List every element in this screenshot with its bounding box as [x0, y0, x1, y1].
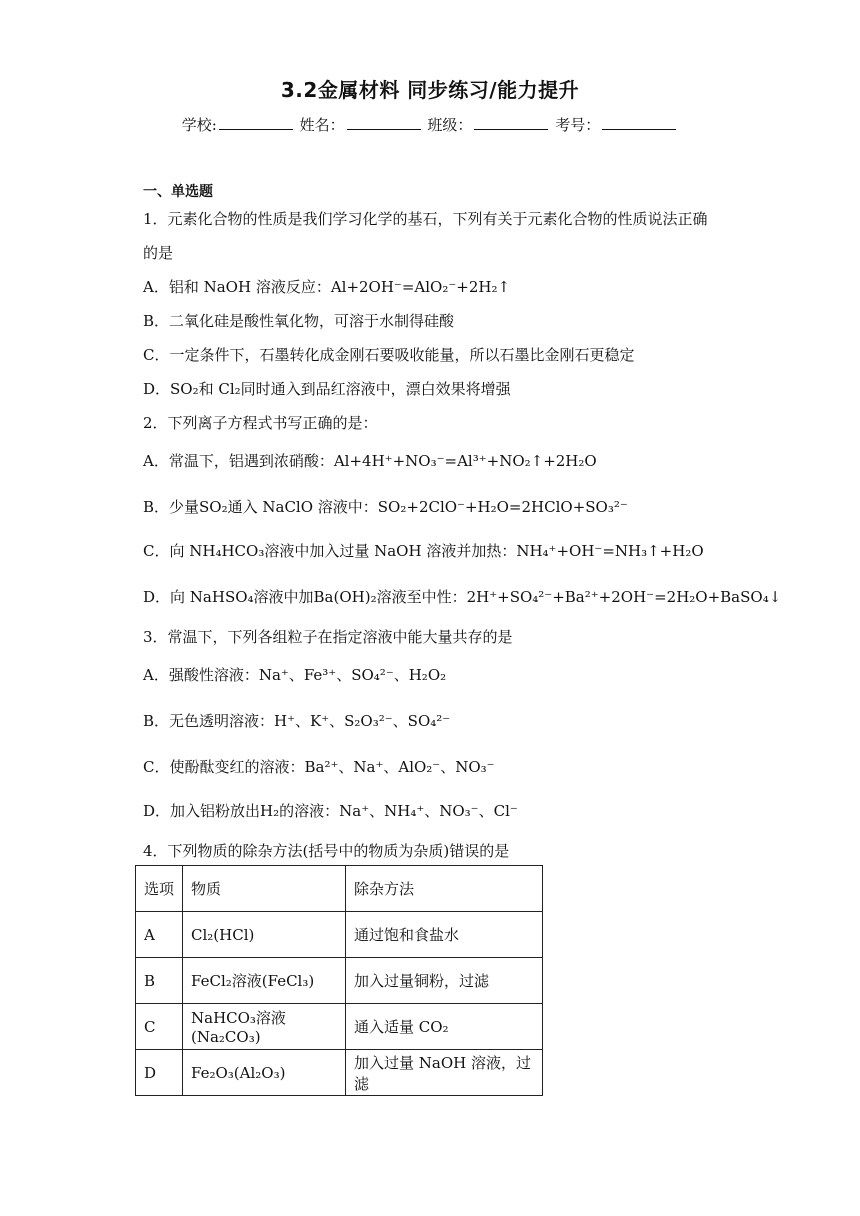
name-blank	[347, 117, 421, 130]
page-title: 3.2金属材料 同步练习/能力提升	[280, 78, 580, 102]
table-cell: D	[136, 1050, 183, 1096]
class-blank	[474, 117, 548, 130]
student-info-line	[0, 114, 860, 135]
school-label: 学校:	[181, 116, 217, 134]
q2-stem: 2．下列离子方程式书写正确的是：	[143, 414, 378, 432]
q1-stem-line1: 1．元素化合物的性质是我们学习化学的基石，下列有关于元素化合物的性质说法正确	[143, 210, 708, 228]
q1-stem-line2: 的是	[143, 244, 174, 262]
exam-number-blank	[602, 117, 676, 130]
table-cell: FeCl₂溶液(FeCl₃)	[183, 958, 346, 1004]
table-cell: A	[136, 912, 183, 958]
q3-option-a: A．强酸性溶液：Na⁺、Fe³⁺、SO₄²⁻、H₂O₂	[143, 666, 447, 684]
table-cell: 加入过量 NaOH 溶液，过滤	[346, 1050, 543, 1096]
table-header-row	[136, 866, 543, 912]
q2-option-a: A．常温下，铝遇到浓硝酸：Al+4H⁺+NO₃⁻=Al³⁺+NO₂↑+2H₂O	[143, 452, 597, 470]
q2-option-b: B．少量SO₂通入 NaClO 溶液中：SO₂+2ClO⁻+H₂O=2HClO+SO₃²⁻	[143, 498, 628, 516]
q1-option-a: A．铝和 NaOH 溶液反应：Al+2OH⁻=AlO₂⁻+2H₂↑	[143, 278, 511, 296]
q3-option-b: B．无色透明溶液：H⁺、K⁺、S₂O₃²⁻、SO₄²⁻	[143, 712, 451, 730]
table-cell: 通过饱和食盐水	[346, 912, 543, 958]
table-row	[136, 912, 543, 958]
table-header-cell: 物质	[183, 866, 346, 912]
name-label: 姓名：	[299, 116, 345, 134]
table-cell: Cl₂(HCl)	[183, 912, 346, 958]
table-cell: B	[136, 958, 183, 1004]
q4-table	[135, 865, 543, 1096]
q3-option-d: D．加入铝粉放出H₂的溶液：Na⁺、NH₄⁺、NO₃⁻、Cl⁻	[143, 802, 518, 820]
q1-option-b: B．二氧化硅是酸性氧化物，可溶于水制得硅酸	[143, 312, 455, 330]
section-heading: 一、单选题	[143, 184, 213, 200]
q2-option-c: C．向 NH₄HCO₃溶液中加入过量 NaOH 溶液并加热：NH₄⁺+OH⁻=NH₃↑+H₂O	[143, 542, 704, 560]
exam-number-label: 考号：	[555, 116, 601, 134]
q2-option-d: D．向 NaHSO₄溶液中加Ba(OH)₂溶液至中性：2H⁺+SO₄²⁻+Ba²⁺+2OH⁻=2H₂O+BaSO₄↓	[143, 588, 782, 606]
q1-option-c: C．一定条件下，石墨转化成金刚石要吸收能量，所以石墨比金刚石更稳定	[143, 346, 635, 364]
q3-option-c: C．使酚酞变红的溶液：Ba²⁺、Na⁺、AlO₂⁻、NO₃⁻	[143, 758, 495, 776]
table-row	[136, 1050, 543, 1096]
q1-option-d: D．SO₂和 Cl₂同时通入到品红溶液中，漂白效果将增强	[143, 380, 511, 398]
table-header-cell: 除杂方法	[346, 866, 543, 912]
table-cell: NaHCO₃溶液(Na₂CO₃)	[183, 1004, 346, 1050]
school-blank	[219, 117, 293, 130]
table-cell: C	[136, 1004, 183, 1050]
table-cell: Fe₂O₃(Al₂O₃)	[183, 1050, 346, 1096]
table-row	[136, 958, 543, 1004]
table-header-cell: 选项	[136, 866, 183, 912]
table-cell: 通入适量 CO₂	[346, 1004, 543, 1050]
q3-stem: 3．常温下，下列各组粒子在指定溶液中能大量共存的是	[143, 628, 513, 646]
table-row	[136, 1004, 543, 1050]
class-label: 班级：	[427, 116, 473, 134]
table-cell: 加入过量铜粉，过滤	[346, 958, 543, 1004]
q4-stem: 4．下列物质的除杂方法(括号中的物质为杂质)错误的是	[143, 842, 510, 860]
